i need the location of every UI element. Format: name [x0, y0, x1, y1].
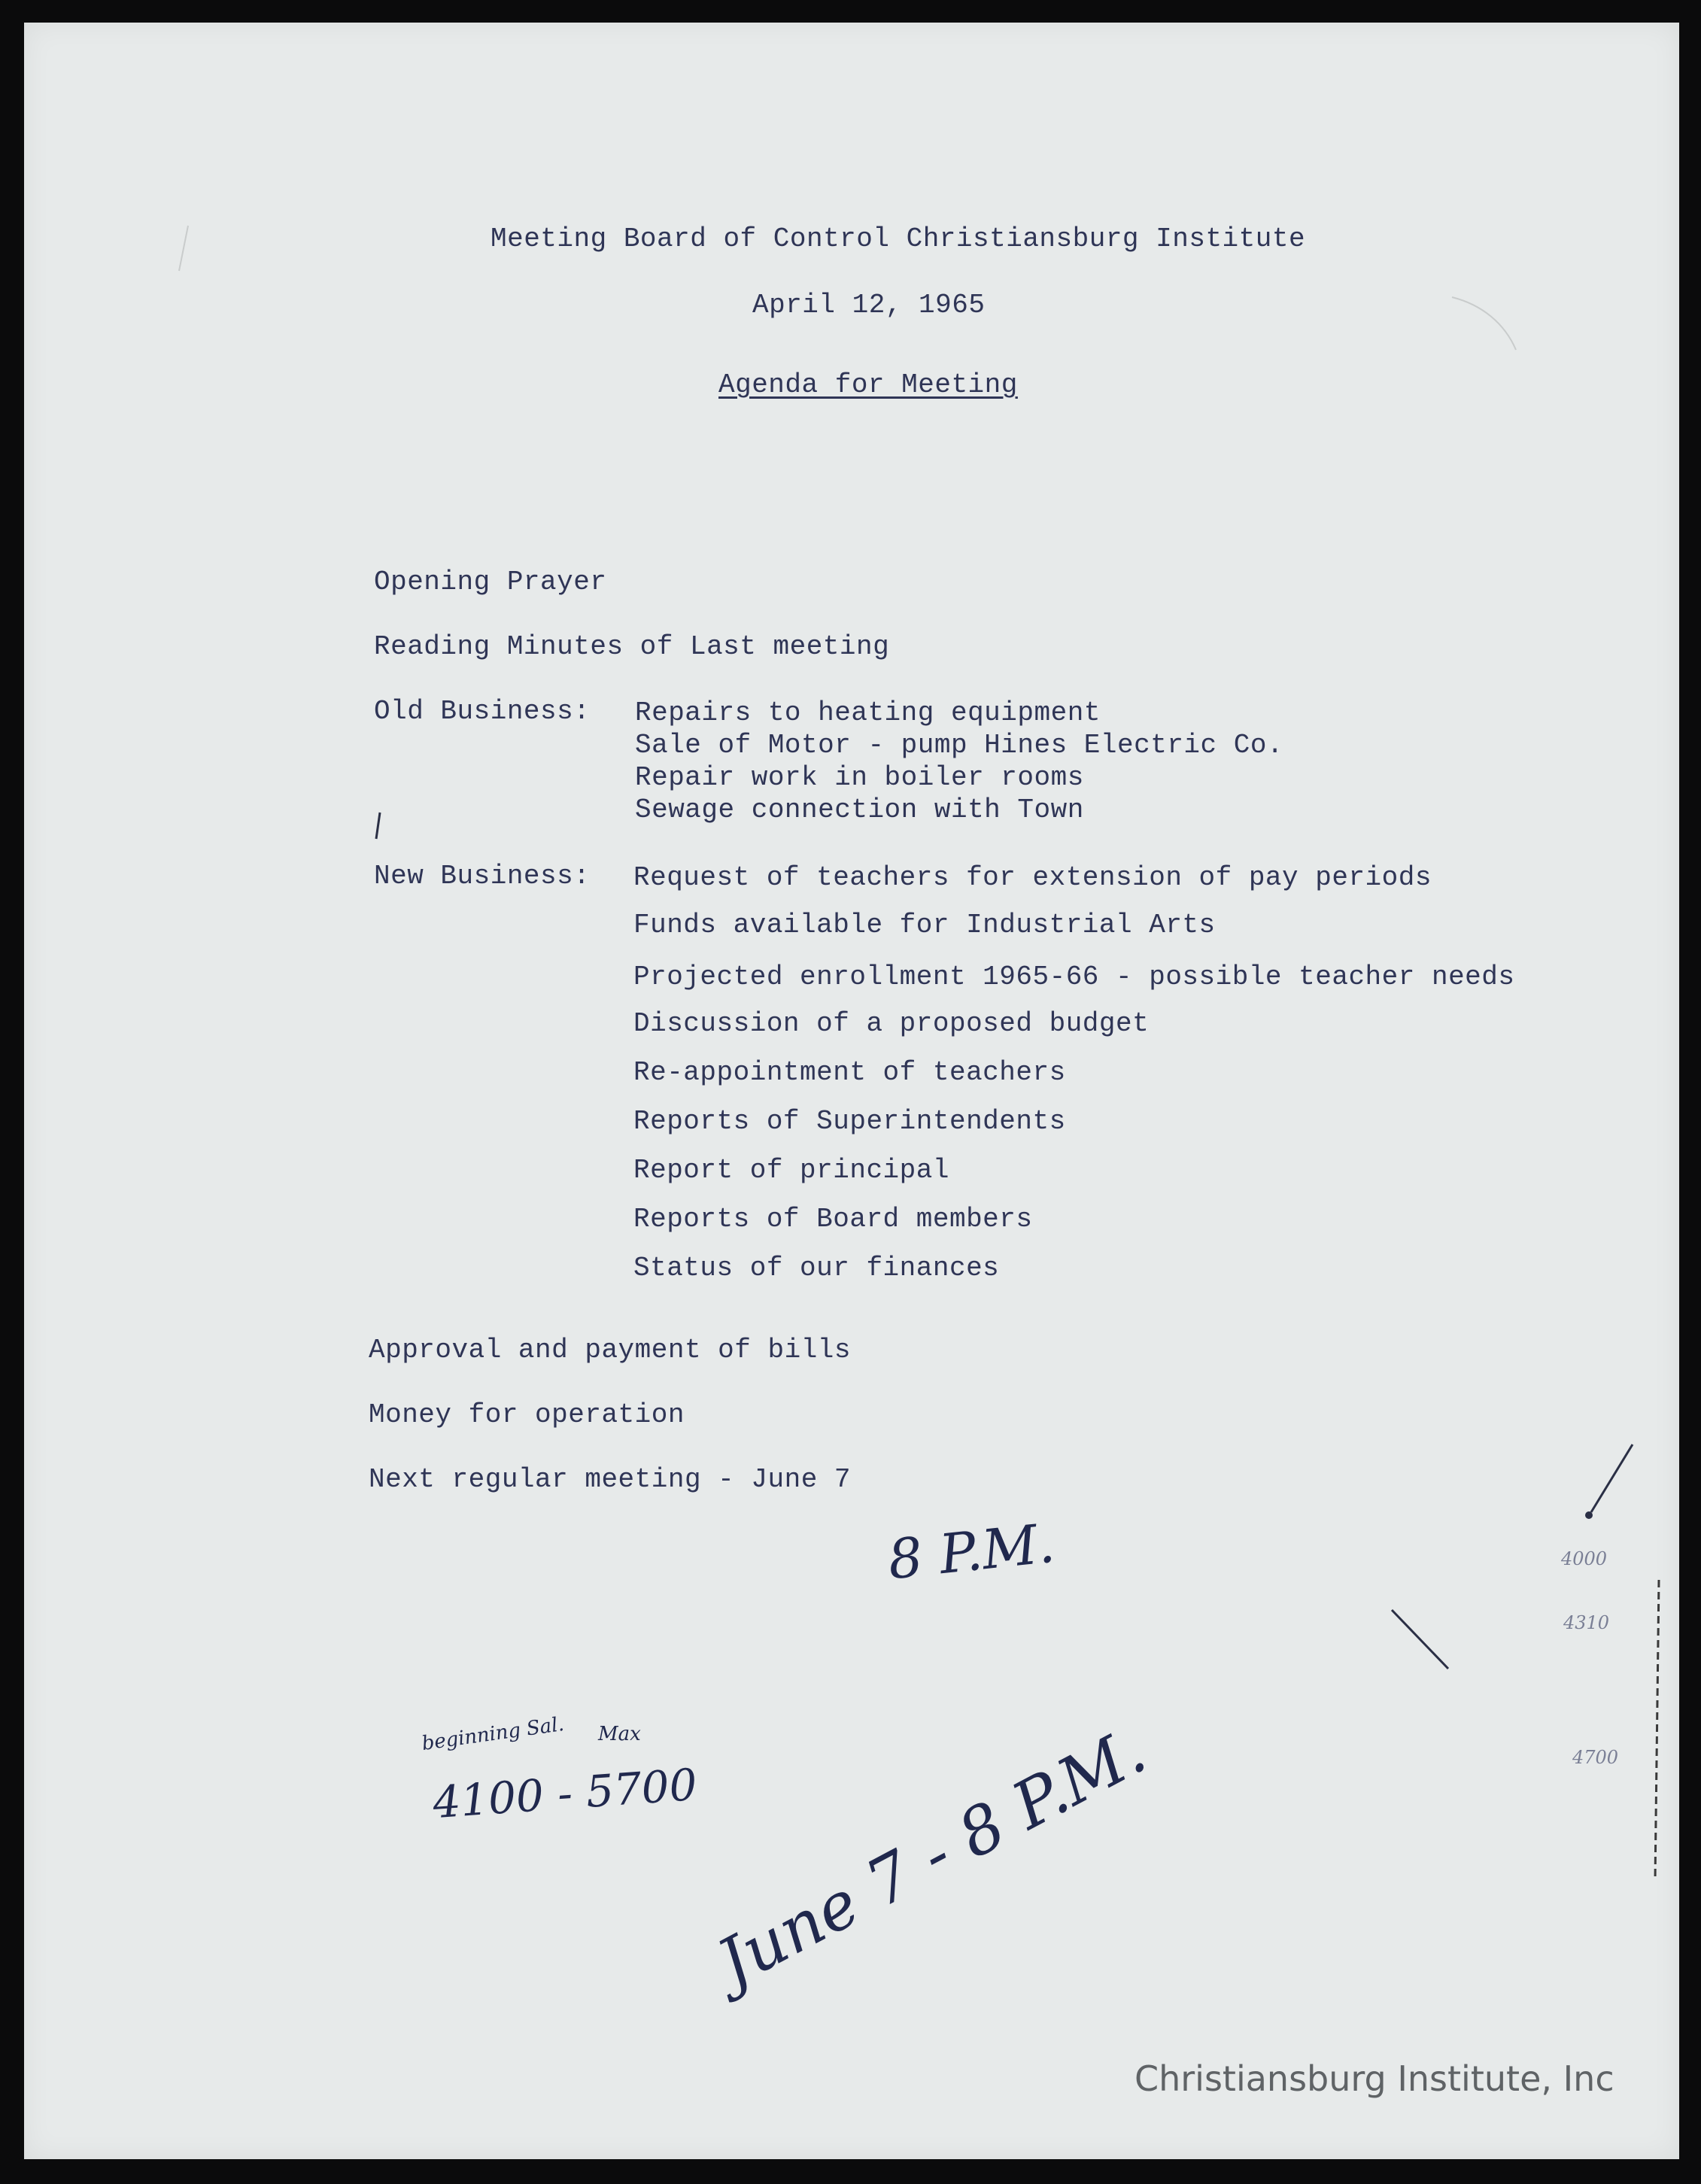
handwritten-salary-label-left: beginning Sal. — [420, 1712, 566, 1756]
agenda-item: Next regular meeting - June 7 — [369, 1464, 852, 1495]
old-business-item: Repairs to heating equipment — [635, 697, 1101, 728]
agenda-item: Money for operation — [369, 1399, 685, 1430]
new-business-item: Status of our finances — [633, 1253, 1000, 1283]
watermark: Christiansburg Institute, Inc — [1135, 2058, 1614, 2099]
new-business-item: Request of teachers for extension of pay periods — [633, 862, 1432, 893]
old-business-item: Sewage connection with Town — [635, 794, 1084, 825]
document-date: April 12, 1965 — [752, 290, 986, 320]
margin-number: 4000 — [1561, 1548, 1608, 1569]
agenda-heading: Agenda for Meeting — [718, 369, 1018, 400]
new-business-label: New Business: — [374, 861, 591, 892]
old-business-item: Sale of Motor - pump Hines Electric Co. — [635, 730, 1284, 761]
new-business-item: Re-appointment of teachers — [633, 1057, 1066, 1088]
new-business-item: Projected enrollment 1965-66 - possible teacher needs — [633, 961, 1515, 992]
agenda-item: Reading Minutes of Last meeting — [374, 631, 890, 662]
agenda-item: Approval and payment of bills — [369, 1335, 852, 1365]
margin-number: 4700 — [1572, 1747, 1619, 1768]
handwritten-salary-range: 4100 - 5700 — [431, 1758, 699, 1829]
old-business-item: Repair work in boiler rooms — [635, 762, 1084, 793]
new-business-item: Funds available for Industrial Arts — [633, 910, 1216, 940]
old-business-label: Old Business: — [374, 696, 591, 727]
handwritten-time-note: 8 P.M. — [885, 1511, 1058, 1592]
handwritten-salary-label-right: Max — [598, 1723, 641, 1745]
agenda-item: Opening Prayer — [374, 567, 607, 597]
new-business-item: Discussion of a proposed budget — [633, 1008, 1150, 1039]
new-business-item: Report of principal — [633, 1155, 949, 1186]
margin-number: 4310 — [1563, 1612, 1610, 1633]
new-business-item: Reports of Superintendents — [633, 1106, 1066, 1137]
document-title: Meeting Board of Control Christiansburg Institute — [491, 223, 1306, 254]
document-page — [24, 23, 1679, 2159]
handwritten-date-note: June 7 - 8 P.M. — [706, 1713, 1158, 2001]
new-business-item: Reports of Board members — [633, 1204, 1033, 1235]
